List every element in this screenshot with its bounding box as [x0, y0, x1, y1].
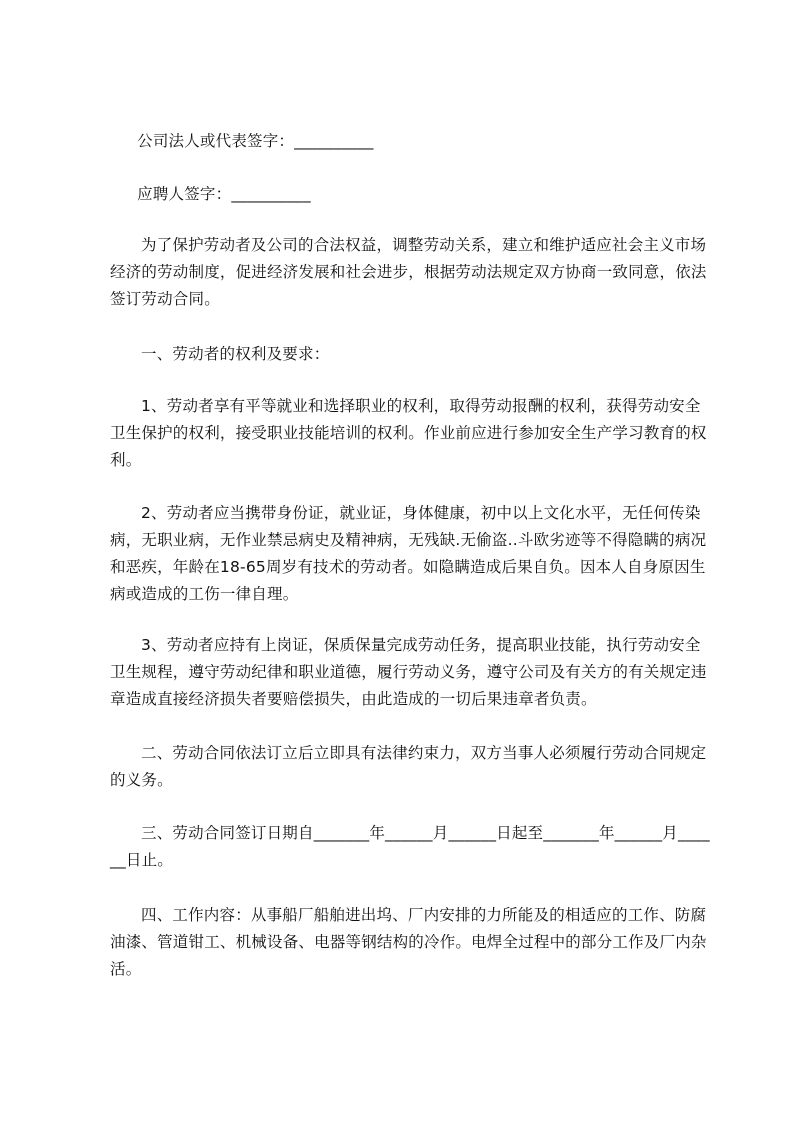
section-1-item-3: 3、劳动者应持有上岗证，保质保量完成劳动任务，提高职业技能，执行劳动安全卫生规程，遵守劳动纪律和职业道德，履行劳动义务，遵守公司及有关方的有关规定违章造成直接经济损失者要赔偿损失，由此造成的一切后果违章者负责。	[110, 636, 707, 708]
section-4-work-content: 四、工作内容：从事船厂船舶进出坞、厂内安排的力所能及的相适应的工作、防腐油漆、管道钳工、机械设备、电器等钢结构的冷作。电焊全过程中的部分工作及厂内杂活。	[110, 906, 707, 978]
company-signature-line: 公司法人或代表签字：__________	[137, 132, 374, 150]
section-1-item-1: 1、劳动者享有平等就业和选择职业的权利，取得劳动报酬的权利，获得劳动安全卫生保护的权利，接受职业技能培训的权利。作业前应进行参加安全生产学习教育的权利。	[110, 397, 707, 469]
applicant-signature-line: 应聘人签字：__________	[137, 185, 311, 203]
intro-paragraph: 为了保护劳动者及公司的合法权益，调整劳动关系，建立和维护适应社会主义市场经济的劳动制度，促进经济发展和社会进步，根据劳动法规定双方协商一致同意，依法签订劳动合同。	[110, 236, 707, 308]
section-1-heading: 一、劳动者的权利及要求：	[141, 345, 330, 363]
section-3-contract-dates: 三、劳动合同签订日期自_______年______月______日起至_______年______月______日止。	[110, 824, 710, 869]
section-1-item-2: 2、劳动者应当携带身份证，就业证，身体健康，初中以上文化水平，无任何传染病，无职业病，无作业禁忌病史及精神病，无残缺.无偷盗..斗欧劣迹等不得隐瞒的病况和恶疾，年龄在18-65周岁有技术的劳动者。如隐瞒造成后果自负。因本人自身原因生病或造成的工伤一律自理。	[110, 504, 707, 603]
section-2-paragraph: 二、劳动合同依法订立后立即具有法律约束力，双方当事人必须履行劳动合同规定的义务。	[110, 744, 707, 789]
